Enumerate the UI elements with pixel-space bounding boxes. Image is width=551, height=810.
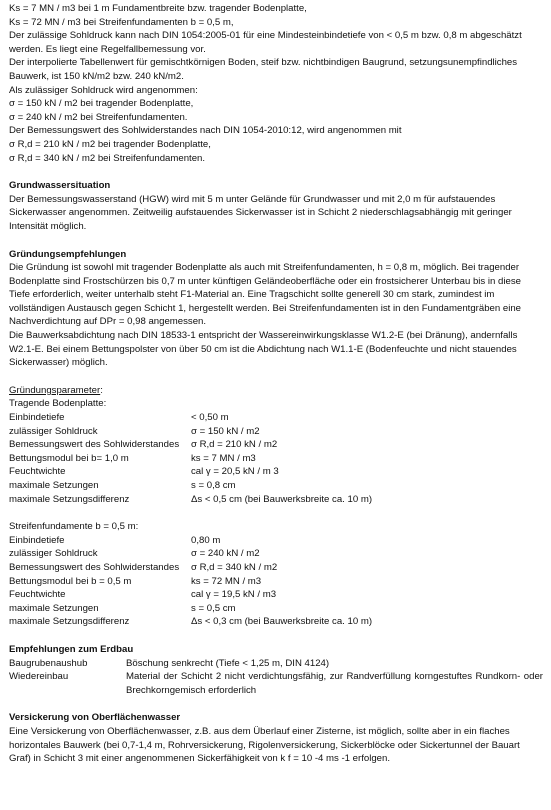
param-value: ks = 72 MN / m3 <box>191 575 262 587</box>
param-value: σ = 150 kN / m2 <box>191 425 260 437</box>
text-line: Intensität möglich. <box>9 220 87 232</box>
text-line: W2.1-E. Bei einem Bettungspolster von über 50 cm ist die Abdichtung nach W1.1-E (Bodenfeuchte und nicht stauendes <box>9 343 517 355</box>
text-line: horizontales Bauwerk (bei 0,7-1,4 m, Rohrversickerung, Rigolenversickerung, Sickerblöcke oder Sickertunnel der Bauart <box>9 739 520 751</box>
param-key: Bettungsmodul bei b= 1,0 m <box>9 452 129 464</box>
param-key: Feuchtwichte <box>9 589 66 601</box>
text-line: Sickerwasser angenommen. Zeitweilig aufstauendes Sickerwasser ist in Schicht 2 niederschlagsabhängig mit geringer <box>9 207 512 219</box>
parameter-heading: Gründungsparameter <box>9 384 101 396</box>
text-line: σ = 240 kN / m2 bei Streifenfundamenten. <box>9 111 188 123</box>
section-heading: Empfehlungen zum Erdbau <box>9 643 134 655</box>
text-line: Ks = 7 MN / m3 bei 1 m Fundamentbreite bzw. tragender Bodenplatte, <box>9 3 307 14</box>
section-heading: Grundwassersituation <box>9 180 111 192</box>
text-line: Bauwerk, ist 150 kN/m2 bzw. 240 kN/m2. <box>9 70 184 82</box>
param-value: cal γ = 19,5 kN / m3 <box>191 589 277 601</box>
param-key: Einbindetiefe <box>9 412 65 424</box>
param-key: zulässiger Sohldruck <box>9 425 98 437</box>
param-key: zulässiger Sohldruck <box>9 548 98 560</box>
erdbau-value: Böschung senkrecht (Tiefe < 1,25 m, DIN 4124) <box>126 657 330 669</box>
text-line: Bodenplatte sind Frostschürzen bis 0,7 m unter künftigen Geländeoberfläche oder ein frostsicherer Unterbau bis in diese <box>9 275 521 287</box>
param-key: Bemessungswert des Sohlwiderstandes <box>9 439 180 451</box>
text-line: werden. Es liegt eine Regelfallbemessung vor. <box>9 43 206 55</box>
param-key: maximale Setzungsdifferenz <box>9 493 130 505</box>
heading-colon: : <box>100 384 103 396</box>
section-heading <box>9 384 543 398</box>
versickerung-section <box>9 711 543 765</box>
erdbau-key: Wiedereinbau <box>9 671 69 683</box>
text-line: Der zulässige Sohldruck kann nach DIN 1054:2005-01 für eine Mindesteinbindetiefe von < 0,5 m bzw. 0,8 m abgeschätzt <box>9 30 522 42</box>
gruendung-section <box>9 248 543 370</box>
param-value: s = 0,8 cm <box>191 480 236 491</box>
param-value: Δs < 0,3 cm (bei Bauwerksbreite ca. 10 m) <box>191 616 373 628</box>
text-line: Die Bauwerksabdichtung nach DIN 18533-1 entspricht der Wassereinwirkungsklasse W1.2-E (bei Dränung), andernfalls <box>9 330 518 342</box>
platte-param-table <box>9 411 543 506</box>
param-value: Δs < 0,5 cm (bei Bauwerksbreite ca. 10 m) <box>191 493 373 505</box>
param-value: < 0,50 m <box>191 412 229 424</box>
param-value: s = 0,5 cm <box>191 602 236 614</box>
param-key: Bettungsmodul bei b = 0,5 m <box>9 575 132 587</box>
text-line: σ R,d = 340 kN / m2 bei Streifenfundamenten. <box>9 152 206 164</box>
param-value: cal γ = 20,5 kN / m 3 <box>191 466 279 478</box>
subsection-title: Tragende Bodenplatte: <box>9 398 107 410</box>
param-key: maximale Setzungen <box>9 602 99 614</box>
section-heading: Gründungsempfehlungen <box>9 248 127 260</box>
text-line: Der interpolierte Tabellenwert für gemischtkörnigen Boden, steif bzw. nichtbindigen Baugrund, setzungsunempfindliches <box>9 57 518 69</box>
erdbau-table <box>9 657 543 698</box>
param-key: Bemessungswert des Sohlwiderstandes <box>9 561 180 573</box>
parameter-section <box>9 384 543 629</box>
text-line: Ks = 72 MN / m3 bei Streifenfundamenten b = 0,5 m, <box>9 16 234 28</box>
intro-section <box>9 2 543 165</box>
param-value: σ R,d = 210 kN / m2 <box>191 439 278 451</box>
text-line: σ = 150 kN / m2 bei tragender Bodenplatte, <box>9 98 194 110</box>
text-line: vollständigen Austausch gegen Schicht 1, hergestellt werden. Bei Streifenfundamenten ist in den Fundamentgräben eine <box>9 302 522 314</box>
text-line: Graf) in Schicht 3 mit einer angenommenen Sickerfähigkeit von k f = 10 -4 ms -1 erfolgen. <box>9 753 391 765</box>
text-line: Als zulässiger Sohldruck wird angenommen: <box>9 84 198 96</box>
param-key: maximale Setzungen <box>9 480 99 491</box>
text-line: Sickerwasser) möglich. <box>9 357 108 369</box>
erdbau-section <box>9 643 543 697</box>
streifen-param-table <box>9 534 543 629</box>
section-heading: Versickerung von Oberflächenwasser <box>9 712 181 724</box>
param-key: Feuchtwichte <box>9 466 66 478</box>
text-line: Der Bemessungswert des Sohlwiderstandes nach DIN 1054-2010:12, wird angenommen mit <box>9 125 402 137</box>
text-line: Der Bemessungswasserstand (HGW) wird mit 5 m unter Gelände für Grundwasser und mit 2,0 m für aufstauendes <box>9 193 496 205</box>
text-line: Eine Versickerung von Oberflächenwasser, z.B. aus dem Überlauf einer Zisterne, ist möglich, sollte aber in ein flaches <box>9 725 510 737</box>
text-line: Die Gründung ist sowohl mit tragender Bodenplatte als auch mit Streifenfundamenten, h = 0,8 m, möglich. Bei tragender <box>9 262 520 274</box>
erdbau-key: Baugrubenaushub <box>9 657 88 669</box>
param-value: 0,80 m <box>191 534 221 546</box>
text-line: σ R,d = 210 kN / m2 bei tragender Bodenplatte, <box>9 138 211 150</box>
param-key: maximale Setzungsdifferenz <box>9 616 130 628</box>
param-key: Einbindetiefe <box>9 534 65 546</box>
param-value: σ = 240 kN / m2 <box>191 548 260 560</box>
subsection-title: Streifenfundamente b = 0,5 m: <box>9 521 139 533</box>
text-line: Nachverdichtung auf DPr = 0,98 angemessen. <box>9 316 207 328</box>
grundwasser-section <box>9 179 543 233</box>
text-line: Tiefe erforderlich, weiter unterhalb steht F1-Material an. Eine Tragschicht sollte generell 30 cm stark, zumindest im <box>9 289 495 301</box>
param-value: σ R,d = 340 kN / m2 <box>191 561 278 573</box>
erdbau-value: Material der Schicht 2 nicht verdichtungsfähig, zur Randverfüllung korngestuftes Rundkorn- oder Brechkorngemisch erforderlich <box>126 671 543 696</box>
param-value: ks = 7 MN / m3 <box>191 452 256 464</box>
